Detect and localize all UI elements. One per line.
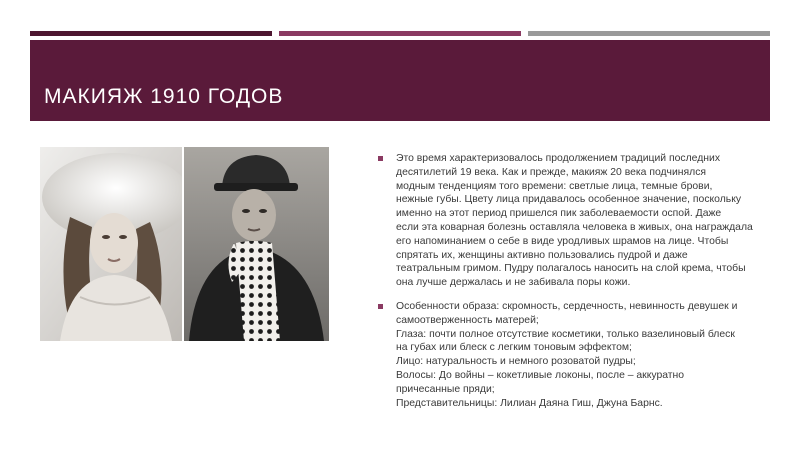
text-line: Это время характеризовалось продолжением традиций последних bbox=[396, 153, 721, 164]
text-line: она лучше держалась и не забивала поры кожи. bbox=[396, 277, 631, 289]
accent-bar-left bbox=[30, 31, 272, 36]
bullet-style-features-text bbox=[396, 300, 756, 410]
text-line: его напоминанием о себе в виде уродливых шрамов на лице. Чтобы bbox=[396, 235, 729, 247]
text-line: самоотверженность матерей; bbox=[396, 314, 539, 326]
accent-bar-middle bbox=[279, 31, 521, 36]
text-line: на губах или блеск с легким тоновым эффектом; bbox=[396, 342, 632, 354]
photo-woman-in-polka-dot-scarf bbox=[184, 147, 329, 341]
bullet-square-icon bbox=[378, 156, 383, 161]
text-line: Глаза: почти полное отсутствие косметики, только вазелиновый блеск bbox=[396, 328, 735, 340]
text-line: театральным гримом. Пудру полагалось наносить на слой крема, чтобы bbox=[396, 263, 746, 275]
bullet-square-icon bbox=[378, 304, 383, 309]
text-line: десятилетий 19 века. Как и прежде, макияж 20 века подчинялся bbox=[396, 166, 707, 178]
text-line: Лицо: натуральность и немного розоватой пудры; bbox=[396, 356, 636, 368]
text-line: нежные губы. Цвету лица придавалось особенное значение, поскольку bbox=[396, 194, 742, 206]
text-line: причесанные пряди; bbox=[396, 383, 495, 395]
bullet-style-features bbox=[374, 300, 756, 410]
text-line: Волосы: До войны – кокетливые локоны, после – аккуратно bbox=[396, 369, 685, 381]
photo-woman-in-white-hat bbox=[40, 147, 182, 341]
text-line: Представительницы: Лилиан Даяна Гиш, Джуна Барнс. bbox=[396, 397, 663, 409]
text-line: именно на этот период пришелся пик заболеваемости оспой. Даже bbox=[396, 208, 722, 220]
text-line: Особенности образа: скромность, сердечность, невинность девушек и bbox=[396, 300, 738, 312]
bullet-history bbox=[374, 152, 756, 290]
text-line: если эта коварная болезнь оставляла человека в живых, она награждала bbox=[396, 221, 753, 233]
content-area bbox=[374, 152, 756, 420]
text-line: модным тенденциям того времени: светлые лица, темные брови, bbox=[396, 180, 713, 192]
slide-title: МАКИЯЖ 1910 ГОДОВ bbox=[44, 85, 284, 108]
bullet-history-text bbox=[396, 152, 756, 290]
title-band bbox=[30, 40, 770, 121]
text-line: спрятать их, женщины активно пользовались пудрой и даже bbox=[396, 249, 688, 261]
accent-bar-right bbox=[528, 31, 770, 36]
